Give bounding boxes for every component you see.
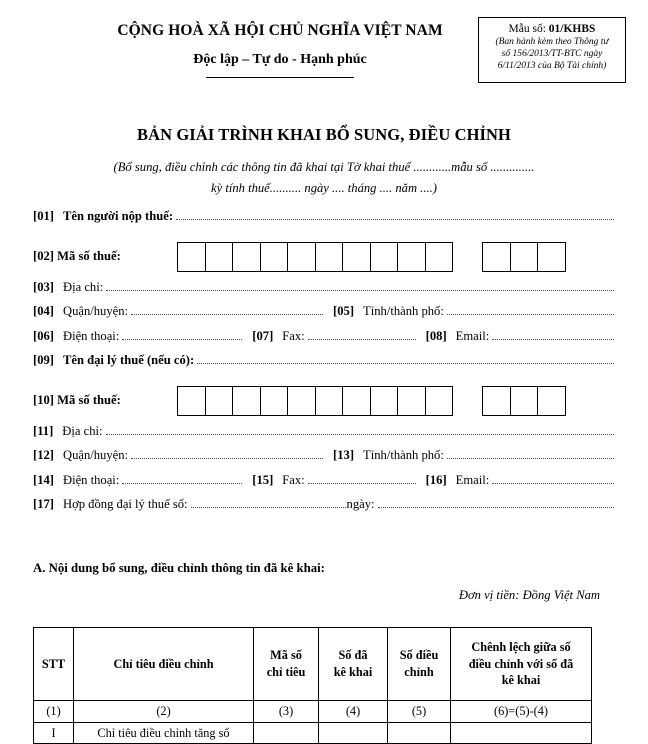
- agent-email-input[interactable]: [492, 482, 614, 484]
- field-row-address: [33, 280, 615, 305]
- district-input[interactable]: [131, 313, 323, 315]
- page-subtitle: [0, 157, 648, 199]
- row-declared-amount[interactable]: [319, 723, 388, 744]
- address-input[interactable]: [106, 289, 614, 291]
- page-title: BẢN GIẢI TRÌNH KHAI BỔ SUNG, ĐIỀU CHỈNH: [137, 125, 511, 144]
- agent-contract-date-input[interactable]: [378, 506, 614, 508]
- country-name: CỘNG HOÀ XÃ HỘI CHỦ NGHĨA VIỆT NAM: [117, 22, 443, 39]
- agent-tax-code-gap: [453, 400, 483, 401]
- column-number-4: (4): [319, 701, 388, 723]
- national-heading: [100, 22, 460, 78]
- phone-input[interactable]: [122, 338, 242, 340]
- row-difference-amount[interactable]: [451, 723, 592, 744]
- column-number-6: (6)=(5)-(4): [451, 701, 592, 723]
- tax-code-cell[interactable]: [232, 242, 261, 272]
- form-code-note-line-2: số 156/2013/TT-BTC ngày: [501, 49, 603, 60]
- field-06-number: [06]: [33, 328, 54, 343]
- column-header-declared-amount: [319, 628, 388, 701]
- field-row-agent-phone-fax-email: [33, 473, 615, 498]
- form-code-label: Mẫu số:: [508, 23, 546, 35]
- row-section-number: I: [34, 723, 74, 744]
- field-15-number: [15]: [252, 472, 274, 487]
- field-row-tax-agent-name: [33, 353, 615, 378]
- subtitle-line-1: (Bổ sung, điều chỉnh các thông tin đã khai tại Tờ khai thuế ............mẫu số ..............: [113, 160, 535, 174]
- field-14-label: Điện thoại:: [62, 472, 120, 487]
- tax-code-cell[interactable]: [397, 242, 426, 272]
- form-fields: [33, 209, 615, 522]
- field-10-label: Mã số thuế:: [57, 393, 121, 407]
- currency-unit-note: Đơn vị tiền: Đồng Việt Nam: [458, 588, 600, 602]
- row-indicator-name: Chỉ tiêu điều chỉnh tăng số: [74, 723, 254, 744]
- agent-fax-input[interactable]: [308, 482, 416, 484]
- field-02-number: [02]: [33, 249, 54, 263]
- column-header-adjusted-amount: [388, 628, 451, 701]
- tax-code-cell[interactable]: [425, 242, 454, 272]
- table-column-numbering-row: [34, 701, 592, 723]
- agent-tax-code-cell[interactable]: [232, 386, 261, 416]
- form-code-box: [478, 17, 626, 83]
- column-header-indicator: Chỉ tiêu điều chỉnh: [74, 628, 254, 701]
- agent-tax-code-suffix-cell[interactable]: [482, 386, 511, 416]
- field-row-phone-fax-email: [33, 329, 615, 354]
- field-row-taxpayer-tax-code: [33, 234, 615, 280]
- column-number-1: (1): [34, 701, 74, 723]
- agent-tax-code-cell[interactable]: [370, 386, 399, 416]
- column-header-difference-line3: kê khai: [501, 673, 541, 688]
- agent-address-input[interactable]: [106, 433, 614, 435]
- field-11-label: Địa chỉ:: [62, 423, 103, 438]
- field-02-label: Mã số thuế:: [57, 249, 121, 263]
- subtitle-line-2: kỳ tính thuế.......... ngày .... tháng .... năm ....): [211, 180, 437, 195]
- field-01-number: [01]: [33, 209, 54, 223]
- field-row-agent-address: [33, 424, 615, 449]
- tax-code-cell[interactable]: [287, 242, 316, 272]
- tax-code-suffix-cell[interactable]: [537, 242, 566, 272]
- field-04-label: Quận/huyện:: [62, 304, 129, 318]
- field-03-number: [03]: [33, 279, 54, 294]
- field-08-label: Email:: [455, 328, 490, 343]
- field-10-label-group: [33, 393, 177, 408]
- agent-tax-code-suffix-cell[interactable]: [537, 386, 566, 416]
- field-16-number: [16]: [425, 472, 447, 487]
- column-header-adjusted-line1: Số điều: [399, 648, 439, 663]
- column-header-stt: STT: [34, 628, 74, 701]
- agent-tax-code-cell[interactable]: [397, 386, 426, 416]
- agent-tax-code-boxes[interactable]: [177, 386, 566, 416]
- field-12-number: [12]: [33, 448, 54, 462]
- agent-tax-code-cell[interactable]: [287, 386, 316, 416]
- row-indicator-code[interactable]: [254, 723, 319, 744]
- field-row-agent-contract: [33, 497, 615, 522]
- adjustment-table-wrapper: [33, 627, 591, 744]
- email-input[interactable]: [492, 338, 614, 340]
- field-row-district-province: [33, 304, 615, 329]
- province-input[interactable]: [447, 313, 614, 315]
- row-adjusted-amount[interactable]: [388, 723, 451, 744]
- field-05-number: [05]: [333, 304, 355, 318]
- column-header-declared-line1: Số đã: [338, 648, 368, 663]
- form-code-title: [479, 23, 625, 35]
- column-header-declared-line2: kê khai: [333, 665, 373, 679]
- tax-code-cell[interactable]: [205, 242, 234, 272]
- table-row[interactable]: [34, 723, 592, 744]
- taxpayer-name-input[interactable]: [176, 218, 614, 220]
- field-16-label: Email:: [455, 472, 490, 487]
- tax-agent-name-input[interactable]: [197, 362, 614, 364]
- agent-tax-code-cell[interactable]: [315, 386, 344, 416]
- field-01-label: Tên người nộp thuế:: [62, 209, 174, 223]
- field-13-number: [13]: [333, 448, 355, 462]
- field-07-number: [07]: [252, 328, 274, 343]
- field-09-number: [09]: [33, 353, 54, 367]
- column-number-3: (3): [254, 701, 319, 723]
- table-header-row: [34, 628, 592, 701]
- field-04-number: [04]: [33, 304, 54, 318]
- field-17-date-label: ngày:: [346, 497, 375, 511]
- column-header-difference-line1: Chênh lệch giữa số: [471, 640, 571, 655]
- tax-code-cell[interactable]: [370, 242, 399, 272]
- taxpayer-tax-code-boxes[interactable]: [177, 242, 566, 272]
- tax-code-cell[interactable]: [177, 242, 206, 272]
- field-row-agent-tax-code: [33, 378, 615, 424]
- field-15-label: Fax:: [282, 472, 305, 487]
- field-row-taxpayer-name: [33, 209, 615, 234]
- tax-code-gap: [453, 256, 483, 257]
- field-07-label: Fax:: [282, 328, 305, 343]
- field-13-label: Tỉnh/thành phố:: [363, 448, 444, 462]
- field-12-label: Quận/huyện:: [62, 448, 129, 462]
- form-code-legal-note: [479, 36, 625, 72]
- tax-code-cell[interactable]: [315, 242, 344, 272]
- motto-underline: [206, 77, 354, 78]
- field-05-label: Tỉnh/thành phố:: [363, 304, 444, 318]
- field-09-label: Tên đại lý thuế (nếu có):: [62, 353, 195, 367]
- agent-tax-code-cell[interactable]: [205, 386, 234, 416]
- field-08-number: [08]: [425, 328, 447, 343]
- column-number-5: (5): [388, 701, 451, 723]
- form-code-note-line-3: 6/11/2013 của Bộ Tài chính): [497, 61, 607, 72]
- field-row-agent-district-province: [33, 448, 615, 473]
- field-11-number: [11]: [33, 423, 54, 438]
- field-17-label: Hợp đồng đại lý thuế số:: [62, 497, 188, 511]
- tax-code-suffix-cell[interactable]: [482, 242, 511, 272]
- agent-tax-code-cell[interactable]: [425, 386, 454, 416]
- field-17-number: [17]: [33, 497, 54, 511]
- agent-tax-code-cell[interactable]: [260, 386, 289, 416]
- column-header-code-line2: chỉ tiêu: [266, 665, 306, 679]
- tax-code-cell[interactable]: [342, 242, 371, 272]
- agent-phone-input[interactable]: [122, 482, 242, 484]
- field-14-number: [14]: [33, 472, 54, 487]
- field-10-number: [10]: [33, 393, 54, 407]
- column-header-adjusted-line2: chỉnh: [404, 665, 434, 679]
- form-code-value: 01/KHBS: [548, 23, 596, 35]
- fax-input[interactable]: [308, 338, 416, 340]
- agent-tax-code-cell[interactable]: [177, 386, 206, 416]
- field-06-label: Điện thoại:: [62, 328, 120, 343]
- column-header-code-line1: Mã số: [270, 648, 302, 663]
- field-02-label-group: [33, 249, 177, 264]
- national-motto: Độc lập – Tự do - Hạnh phúc: [193, 52, 367, 67]
- agent-tax-code-suffix-cell[interactable]: [510, 386, 539, 416]
- form-code-note-line-1: (Ban hành kèm theo Thông tư: [495, 37, 609, 47]
- column-header-difference-line2: điều chỉnh với số đã: [468, 656, 574, 671]
- agent-contract-number-input[interactable]: [191, 506, 346, 508]
- column-header-difference: [451, 628, 592, 701]
- column-number-2: (2): [74, 701, 254, 723]
- tax-code-suffix-cell[interactable]: [510, 242, 539, 272]
- document-header: [0, 22, 648, 112]
- tax-code-cell[interactable]: [260, 242, 289, 272]
- agent-district-input[interactable]: [131, 457, 323, 459]
- column-header-indicator-code: [254, 628, 319, 701]
- section-a-heading: A. Nội dung bổ sung, điều chỉnh thông tin đã kê khai:: [33, 561, 325, 575]
- field-03-label: Địa chỉ:: [62, 279, 104, 294]
- agent-province-input[interactable]: [447, 457, 614, 459]
- agent-tax-code-cell[interactable]: [342, 386, 371, 416]
- adjustment-table: [33, 627, 592, 744]
